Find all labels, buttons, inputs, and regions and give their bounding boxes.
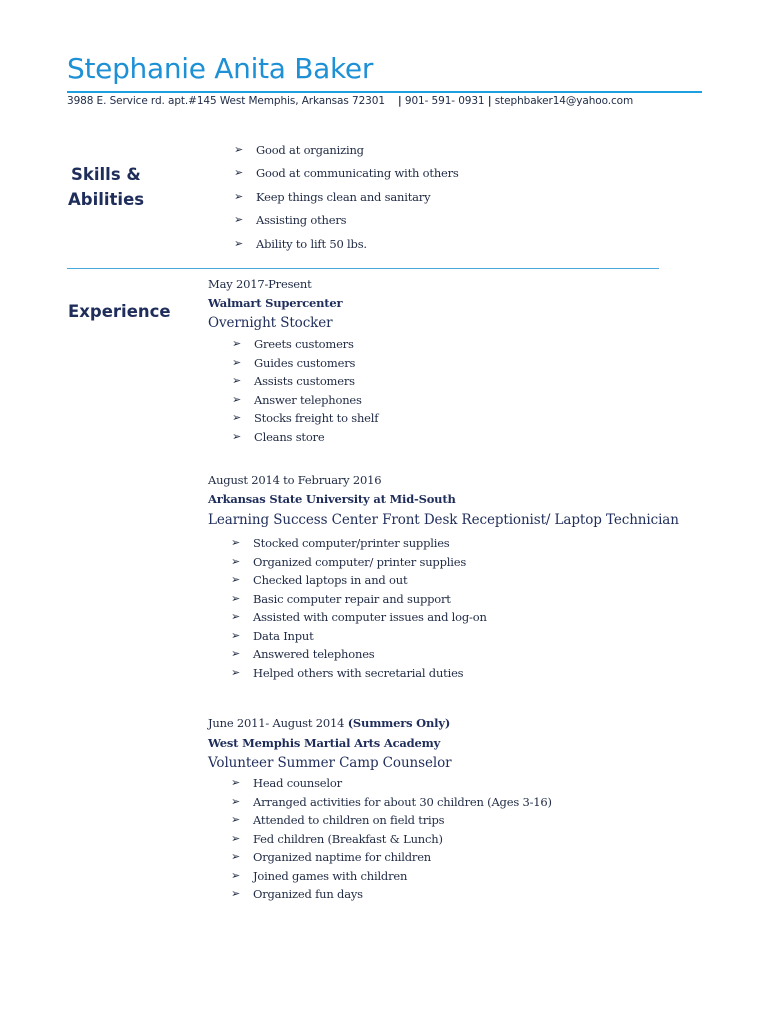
duty-item: ➢ Joined games with children: [231, 868, 408, 883]
duty-item: ➢ Assists customers: [232, 374, 355, 388]
arrow-bullet-icon: ➢: [231, 665, 241, 679]
phone: 901- 591- 0931: [404, 95, 485, 107]
arrow-bullet-icon: ➢: [231, 831, 241, 845]
duty-item: ➢ Organized fun days: [231, 887, 363, 901]
job-duties: [231, 534, 487, 682]
arrow-bullet-icon: ➢: [231, 868, 241, 882]
duty-item: ➢ Organized computer/ printer supplies: [231, 554, 467, 569]
duty-item: ➢ Attended to children on field trips: [231, 813, 445, 827]
skill-item: ➢ Ability to lift 50 lbs.: [234, 236, 367, 251]
duty-item: ➢ Organized naptime for children: [231, 850, 432, 864]
job-title: Volunteer Summer Camp Counselor: [208, 755, 452, 771]
job-employer: Arkansas State University at Mid-South: [208, 492, 456, 506]
job-employer: West Memphis Martial Arts Academy: [208, 736, 441, 750]
email: stephbaker14@yahoo.com: [494, 95, 634, 107]
arrow-bullet-icon: ➢: [231, 647, 241, 660]
arrow-bullet-icon: ➢: [232, 429, 242, 443]
duty-item: ➢ Greets customers: [232, 337, 354, 351]
job-dates: May 2017-Present: [208, 277, 312, 291]
arrow-bullet-icon: ➢: [234, 189, 244, 203]
arrow-bullet-icon: ➢: [231, 887, 241, 900]
duty-item: ➢ Arranged activities for about 30 children (Ages 3-16): [231, 794, 552, 809]
duty-item: ➢ Assisted with computer issues and log-on: [231, 610, 487, 624]
contact-line: [67, 95, 707, 107]
arrow-bullet-icon: ➢: [234, 166, 244, 180]
job-dates: August 2014 to February 2016: [208, 473, 382, 487]
skill-item: ➢ Assisting others: [234, 213, 347, 228]
skill-item: ➢ Keep things clean and sanitary: [234, 189, 431, 204]
duty-item: ➢ Stocked computer/printer supplies: [231, 536, 450, 550]
duty-item: ➢ Answer telephones: [232, 392, 362, 407]
contact-separator: |: [397, 95, 402, 107]
skills-list: [234, 141, 459, 258]
duty-item: ➢ Basic computer repair and support: [231, 591, 451, 606]
experience-heading: Experience: [68, 302, 171, 321]
job-employer: Walmart Supercenter: [208, 296, 343, 310]
skill-item: ➢ Good at communicating with others: [234, 166, 459, 181]
header-divider: [67, 91, 702, 93]
section-divider: [67, 268, 659, 269]
resume-name: Stephanie Anita Baker: [67, 52, 374, 85]
arrow-bullet-icon: ➢: [232, 374, 242, 387]
arrow-bullet-icon: ➢: [232, 337, 242, 350]
job-title: Overnight Stocker: [208, 315, 333, 331]
skill-item: ➢ Good at organizing: [234, 143, 364, 157]
arrow-bullet-icon: ➢: [232, 392, 242, 406]
duty-item: ➢ Data Input: [231, 628, 314, 643]
job-dates-note: (Summers Only): [347, 716, 451, 730]
skills-heading: [68, 162, 144, 212]
arrow-bullet-icon: ➢: [232, 355, 242, 369]
job-duties: [231, 774, 552, 904]
duty-item: ➢ Guides customers: [232, 355, 356, 370]
skills-heading-line1: Skills &: [71, 165, 141, 184]
arrow-bullet-icon: ➢: [231, 610, 241, 623]
duty-item: ➢ Fed children (Breakfast & Lunch): [231, 831, 443, 846]
duty-item: ➢ Checked laptops in and out: [231, 573, 408, 587]
arrow-bullet-icon: ➢: [231, 591, 241, 605]
arrow-bullet-icon: ➢: [234, 236, 244, 250]
arrow-bullet-icon: ➢: [231, 573, 241, 586]
arrow-bullet-icon: ➢: [231, 536, 241, 549]
contact-separator: |: [487, 95, 492, 107]
duty-item: ➢ Stocks freight to shelf: [232, 411, 379, 425]
address: 3988 E. Service rd. apt.#145 West Memphis, Arkansas 72301: [67, 95, 385, 107]
job-title: Learning Success Center Front Desk Receptionist/ Laptop Technician: [208, 512, 679, 528]
duty-item: ➢ Helped others with secretarial duties: [231, 665, 464, 680]
arrow-bullet-icon: ➢: [234, 213, 244, 227]
job-dates: June 2011- August 2014 (Summers Only): [208, 716, 451, 730]
arrow-bullet-icon: ➢: [231, 850, 241, 863]
arrow-bullet-icon: ➢: [231, 813, 241, 826]
skills-heading-line2: Abilities: [68, 190, 145, 209]
arrow-bullet-icon: ➢: [231, 794, 241, 808]
arrow-bullet-icon: ➢: [231, 776, 241, 789]
arrow-bullet-icon: ➢: [231, 554, 241, 568]
job-duties: [232, 335, 379, 446]
duty-item: ➢ Head counselor: [231, 776, 342, 790]
arrow-bullet-icon: ➢: [234, 143, 244, 156]
arrow-bullet-icon: ➢: [232, 411, 242, 424]
arrow-bullet-icon: ➢: [231, 628, 241, 642]
duty-item: ➢ Cleans store: [232, 429, 325, 444]
duty-item: ➢ Answered telephones: [231, 647, 375, 661]
